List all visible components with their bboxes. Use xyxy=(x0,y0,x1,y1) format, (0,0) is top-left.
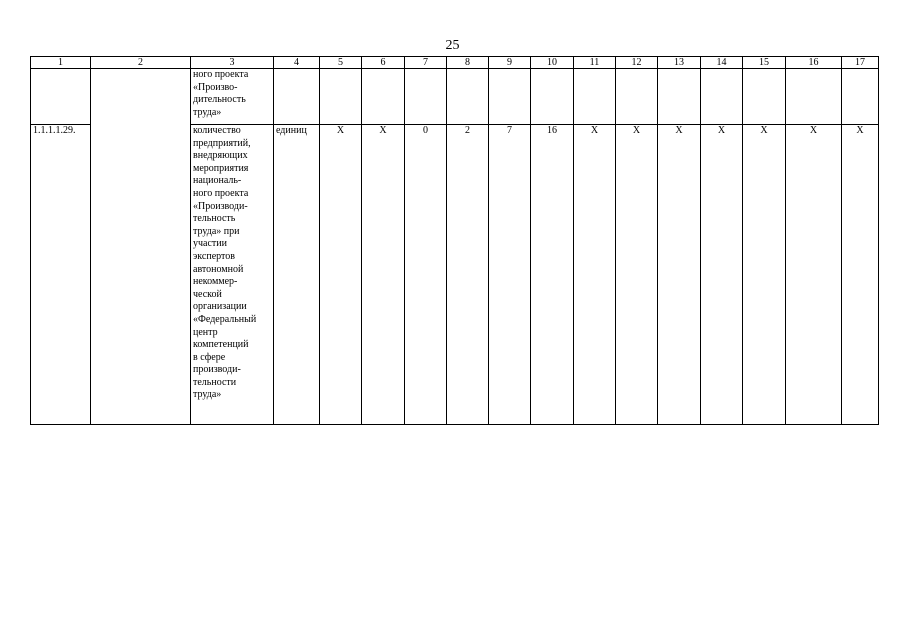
empty-cell xyxy=(616,69,658,125)
empty-cell xyxy=(362,69,405,125)
value-cell: X xyxy=(743,125,786,425)
column-number: 3 xyxy=(191,57,274,69)
empty-cell xyxy=(531,69,574,125)
column-number: 6 xyxy=(362,57,405,69)
text-line: «Произво- xyxy=(193,81,238,93)
empty-cell xyxy=(842,69,879,125)
empty-cell xyxy=(274,69,320,125)
empty-cell xyxy=(786,69,842,125)
text-line: тельность xyxy=(193,213,236,225)
empty-cell xyxy=(447,69,489,125)
text-line: организации xyxy=(193,301,247,313)
value-cell: 2 xyxy=(447,125,489,425)
value-cell: X xyxy=(320,125,362,425)
unit-cell: единиц xyxy=(274,125,320,425)
text-line: производи- xyxy=(193,364,241,376)
text-line: предприятий, xyxy=(193,137,251,149)
empty-cell xyxy=(489,69,531,125)
column-number: 11 xyxy=(574,57,616,69)
column-number-row xyxy=(31,57,879,69)
value-cell: 16 xyxy=(531,125,574,425)
text-line: количество xyxy=(193,125,241,136)
empty-cell xyxy=(743,69,786,125)
text-line: дительность xyxy=(193,94,246,106)
value-cell: X xyxy=(842,125,879,425)
column-number: 2 xyxy=(91,57,191,69)
text-line: тельности xyxy=(193,376,237,388)
row-code: 1.1.1.1.29. xyxy=(31,125,91,425)
continuation-row xyxy=(31,69,879,125)
text-line: мероприятия xyxy=(193,162,249,174)
column-number: 1 xyxy=(31,57,91,69)
column-number: 12 xyxy=(616,57,658,69)
column-number: 9 xyxy=(489,57,531,69)
value-cell: X xyxy=(362,125,405,425)
empty-cell xyxy=(574,69,616,125)
text-line: труда» xyxy=(193,106,222,118)
text-line: внедряющих xyxy=(193,150,248,162)
empty-cell xyxy=(405,69,447,125)
page-number: 25 xyxy=(445,38,460,53)
text-line: автономной xyxy=(193,263,244,275)
column-number: 14 xyxy=(701,57,743,69)
text-line: центр xyxy=(193,326,218,338)
value-cell: X xyxy=(574,125,616,425)
empty-cell xyxy=(320,69,362,125)
empty-cell xyxy=(31,69,91,125)
column-number: 13 xyxy=(658,57,701,69)
empty-cell xyxy=(701,69,743,125)
text-line: ного проекта xyxy=(193,69,249,80)
text-line: труда» при xyxy=(193,225,240,237)
text-line: труда» xyxy=(193,389,222,401)
column-number: 10 xyxy=(531,57,574,69)
text-line: экспертов xyxy=(193,250,235,262)
indicator-name xyxy=(191,125,274,425)
value-cell: X xyxy=(616,125,658,425)
column-number: 5 xyxy=(320,57,362,69)
text-line: ного проекта xyxy=(193,187,249,199)
text-line: ческой xyxy=(193,288,222,300)
text-line: компетенций xyxy=(193,339,249,351)
indicator-table xyxy=(30,56,879,425)
column-number: 8 xyxy=(447,57,489,69)
value-cell: X xyxy=(786,125,842,425)
text-line: «Производи- xyxy=(193,200,248,212)
column-number: 7 xyxy=(405,57,447,69)
text-line: участии xyxy=(193,238,227,250)
column-number: 17 xyxy=(842,57,879,69)
text-line: националь- xyxy=(193,175,242,187)
column-number: 16 xyxy=(786,57,842,69)
column-number: 4 xyxy=(274,57,320,69)
text-line: некоммер- xyxy=(193,276,238,288)
value-cell: 0 xyxy=(405,125,447,425)
value-cell: X xyxy=(701,125,743,425)
column-number: 15 xyxy=(743,57,786,69)
value-cell: X xyxy=(658,125,701,425)
empty-cell xyxy=(658,69,701,125)
empty-cell xyxy=(91,69,191,425)
text-line: в сфере xyxy=(193,351,226,363)
text-line: «Федеральный xyxy=(193,313,257,325)
value-cell: 7 xyxy=(489,125,531,425)
indicator-name-continued xyxy=(191,69,274,125)
